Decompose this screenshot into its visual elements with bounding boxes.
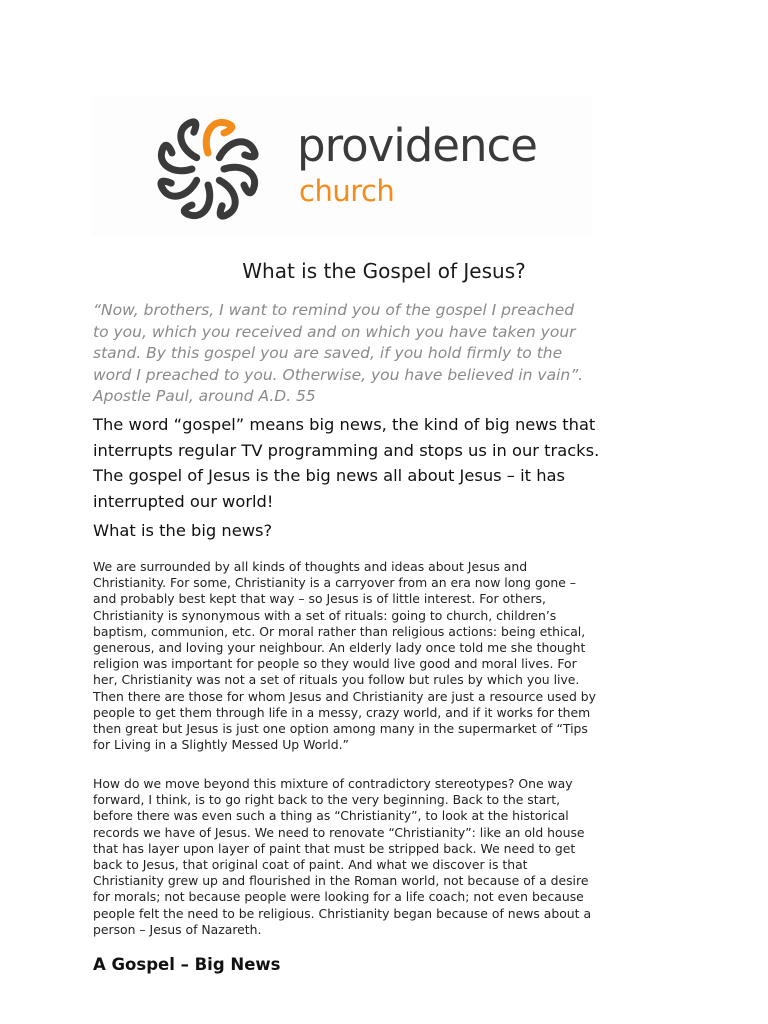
text-line: Christianity is synonymous with a set of rituals: going to church, children’s	[93, 607, 557, 623]
text-line: Then there are those for whom Jesus and Christianity are just a resource used by	[93, 688, 596, 704]
quote-line: “Now, brothers, I want to remind you of the gospel I preached	[93, 301, 575, 319]
text-line: and probably best kept that way – so Jesus is of little interest. For others,	[93, 591, 546, 607]
text-line: We are surrounded by all kinds of thoughts and ideas about Jesus and	[93, 559, 528, 574]
text-line: people to get them through life in a messy, crazy world, and if it works for them	[93, 704, 591, 720]
text-line: that has layer upon layer of paint that must be stripped back. We need to get	[93, 840, 576, 856]
body-paragraph-1	[93, 559, 683, 753]
logo-petal	[219, 180, 235, 216]
text-line: baptism, communion, etc. Or moral rather than religious actions: being ethical,	[93, 623, 586, 639]
logo-subtitle: church	[299, 174, 395, 208]
text-line: back to Jesus, that original coat of paint. And what we discover is that	[93, 857, 528, 873]
logo-wordmark: providence	[297, 119, 537, 172]
body-paragraph-2	[93, 776, 683, 938]
logo-petal	[181, 122, 197, 158]
lead-line: interrupts regular TV programming and stops us in our tracks.	[93, 440, 600, 460]
text-line: for morals; not because people were looking for a life coach; not even because	[93, 889, 584, 905]
text-line: forward, I think, is to go right back to the very beginning. Back to the start,	[93, 792, 561, 808]
text-line: her, Christianity was not a set of rituals you follow but rules by which you live.	[93, 672, 580, 688]
text-line: generous, and loving your neighbour. An elderly lady once told me she thought	[93, 640, 586, 656]
lead-line: The gospel of Jesus is the big news all about Jesus – it has	[93, 466, 565, 485]
text-line: people felt the need to be religious. Christianity began because of news about a	[93, 905, 592, 921]
scripture-quote	[93, 300, 675, 408]
text-line: Christianity grew up and flourished in the Roman world, not because of a desire	[93, 873, 589, 889]
page-title: What is the Gospel of Jesus?	[242, 259, 526, 283]
quote-line: to you, which you received and on which you have taken your	[93, 322, 576, 341]
lead-paragraph	[93, 412, 683, 514]
text-line: How do we move beyond this mixture of contradictory stereotypes? One way	[93, 776, 573, 791]
logo-petal	[219, 142, 255, 158]
section-heading-2: A Gospel – Big News	[93, 955, 281, 974]
text-line: then great but Jesus is just one option among many in the supermarket of “Tips	[93, 721, 588, 737]
quote-line: stand. By this gospel you are saved, if you hold firmly to the	[93, 344, 563, 362]
lead-line: interrupted our world!	[93, 491, 274, 511]
quote-attribution: Apostle Paul, around A.D. 55	[93, 387, 316, 405]
text-line: religion was important for people so they would live good and moral lives. For	[93, 656, 577, 672]
lead-line: The word “gospel” means big news, the kind of big news that	[93, 415, 596, 434]
text-line: person – Jesus of Nazareth.	[93, 921, 262, 937]
swirl-logo-icon	[146, 107, 270, 231]
text-line: Christianity. For some, Christianity is a carryover from an era now long gone –	[93, 575, 577, 591]
quote-line: word I preached to you. Otherwise, you have believed in vain”.	[93, 365, 584, 384]
text-line: before there was even such a thing as “Christianity”, to look at the historical	[93, 808, 569, 824]
text-line: records we have of Jesus. We need to renovate “Christianity”: like an old house	[93, 824, 585, 840]
text-line: for Living in a Slightly Messed Up World.”	[93, 737, 349, 753]
logo-petal	[161, 180, 197, 196]
section-heading: What is the big news?	[93, 521, 273, 540]
church-logo	[92, 97, 592, 237]
